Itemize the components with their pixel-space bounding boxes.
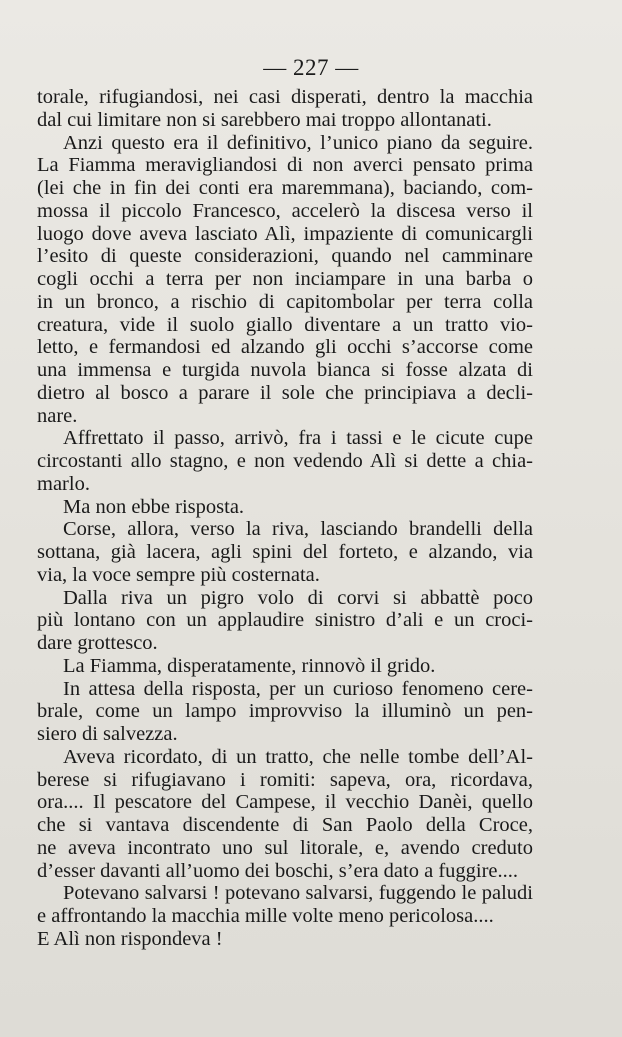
text-line: Aveva ricordato, di un tratto, che nelle tombe dell’Al- — [63, 745, 533, 768]
text-line: La Fiamma meravigliandosi di non averci pensato prima — [37, 154, 533, 177]
text-line: d’esser davanti all’uomo dei boschi, s’era dato a fuggire.... — [37, 859, 519, 882]
text-line: La Fiamma, disperatamente, rinnovò il grido. — [63, 654, 436, 677]
text-line: Anzi questo era il definitivo, l’unico piano da seguire. — [63, 131, 533, 154]
text-line: nare. — [37, 404, 78, 427]
text-line: siero di salvezza. — [37, 723, 178, 745]
text-line: dal cui limitare non si sarebbero mai troppo allontanati. — [37, 108, 492, 131]
text-line: via, la voce sempre più costernata. — [37, 563, 320, 586]
text-line: Ma non ebbe risposta. — [63, 495, 245, 518]
text-line: sottana, già lacera, agli spini del forteto, e alzando, via — [37, 541, 533, 563]
text-line: Dalla riva un pigro volo di corvi si abbattè poco — [63, 586, 533, 609]
text-line: che si vantava discendente di San Paolo della Croce, — [37, 814, 533, 836]
text-line: mossa il piccolo Francesco, accelerò la discesa verso il — [37, 199, 533, 222]
text-line: Affrettato il passo, arrivò, fra i tassi e le cicute cupe — [63, 427, 533, 450]
text-line: torale, rifugiandosi, nei casi disperati, dentro la macchia — [37, 86, 533, 108]
text-line: una immensa e turgida nuvola bianca si fosse alzata di — [37, 359, 533, 381]
text-line: marlo. — [37, 472, 90, 495]
text-line: cogli occhi a terra per non inciampare in una barba o — [37, 268, 533, 290]
text-line: creatura, vide il suolo giallo diventare a un tratto vio- — [37, 313, 533, 336]
page-number: — 227 — — [263, 55, 359, 80]
text-line: ne aveva incontrato uno sul litorale, e, avendo creduto — [37, 836, 533, 859]
body-text — [37, 86, 533, 951]
text-line: e affrontando la macchia mille volte meno pericolosa.... — [37, 905, 494, 927]
text-line: ora.... Il pescatore del Campese, il vecchio Danèi, quello — [37, 791, 533, 814]
text-line: brale, come un lampo improvviso la illuminò un pen- — [37, 700, 533, 723]
text-line: Potevano salvarsi ! potevano salvarsi, fuggendo le paludi — [63, 882, 533, 905]
text-line: più lontano con un applaudire sinistro d’ali e un croci- — [37, 609, 533, 632]
text-line: dietro al bosco a parare il sole che principiava a decli- — [37, 381, 533, 404]
text-line: In attesa della risposta, per un curioso fenomeno cere- — [63, 677, 533, 700]
text-line: l’esito di queste considerazioni, quando nel camminare — [37, 245, 533, 268]
text-line: E Alì non rispondeva ! — [37, 927, 223, 950]
text-line: berese si rifugiavano i romiti: sapeva, ora, ricordava, — [37, 768, 533, 791]
text-line: dare grottesco. — [37, 632, 158, 654]
text-line: Corse, allora, verso la riva, lasciando brandelli della — [63, 518, 533, 541]
text-line: letto, e fermandosi ed alzando gli occhi s’accorse come — [37, 336, 533, 359]
text-line: circostanti allo stagno, e non vedendo Alì si dette a chia- — [37, 450, 533, 472]
text-line: in un bronco, a rischio di capitombolar per terra colla — [37, 290, 533, 313]
text-line: (lei che in fin dei conti era maremmana), baciando, com- — [37, 177, 533, 199]
text-line: luogo dove aveva lasciato Alì, impaziente di comunicargli — [37, 222, 533, 245]
